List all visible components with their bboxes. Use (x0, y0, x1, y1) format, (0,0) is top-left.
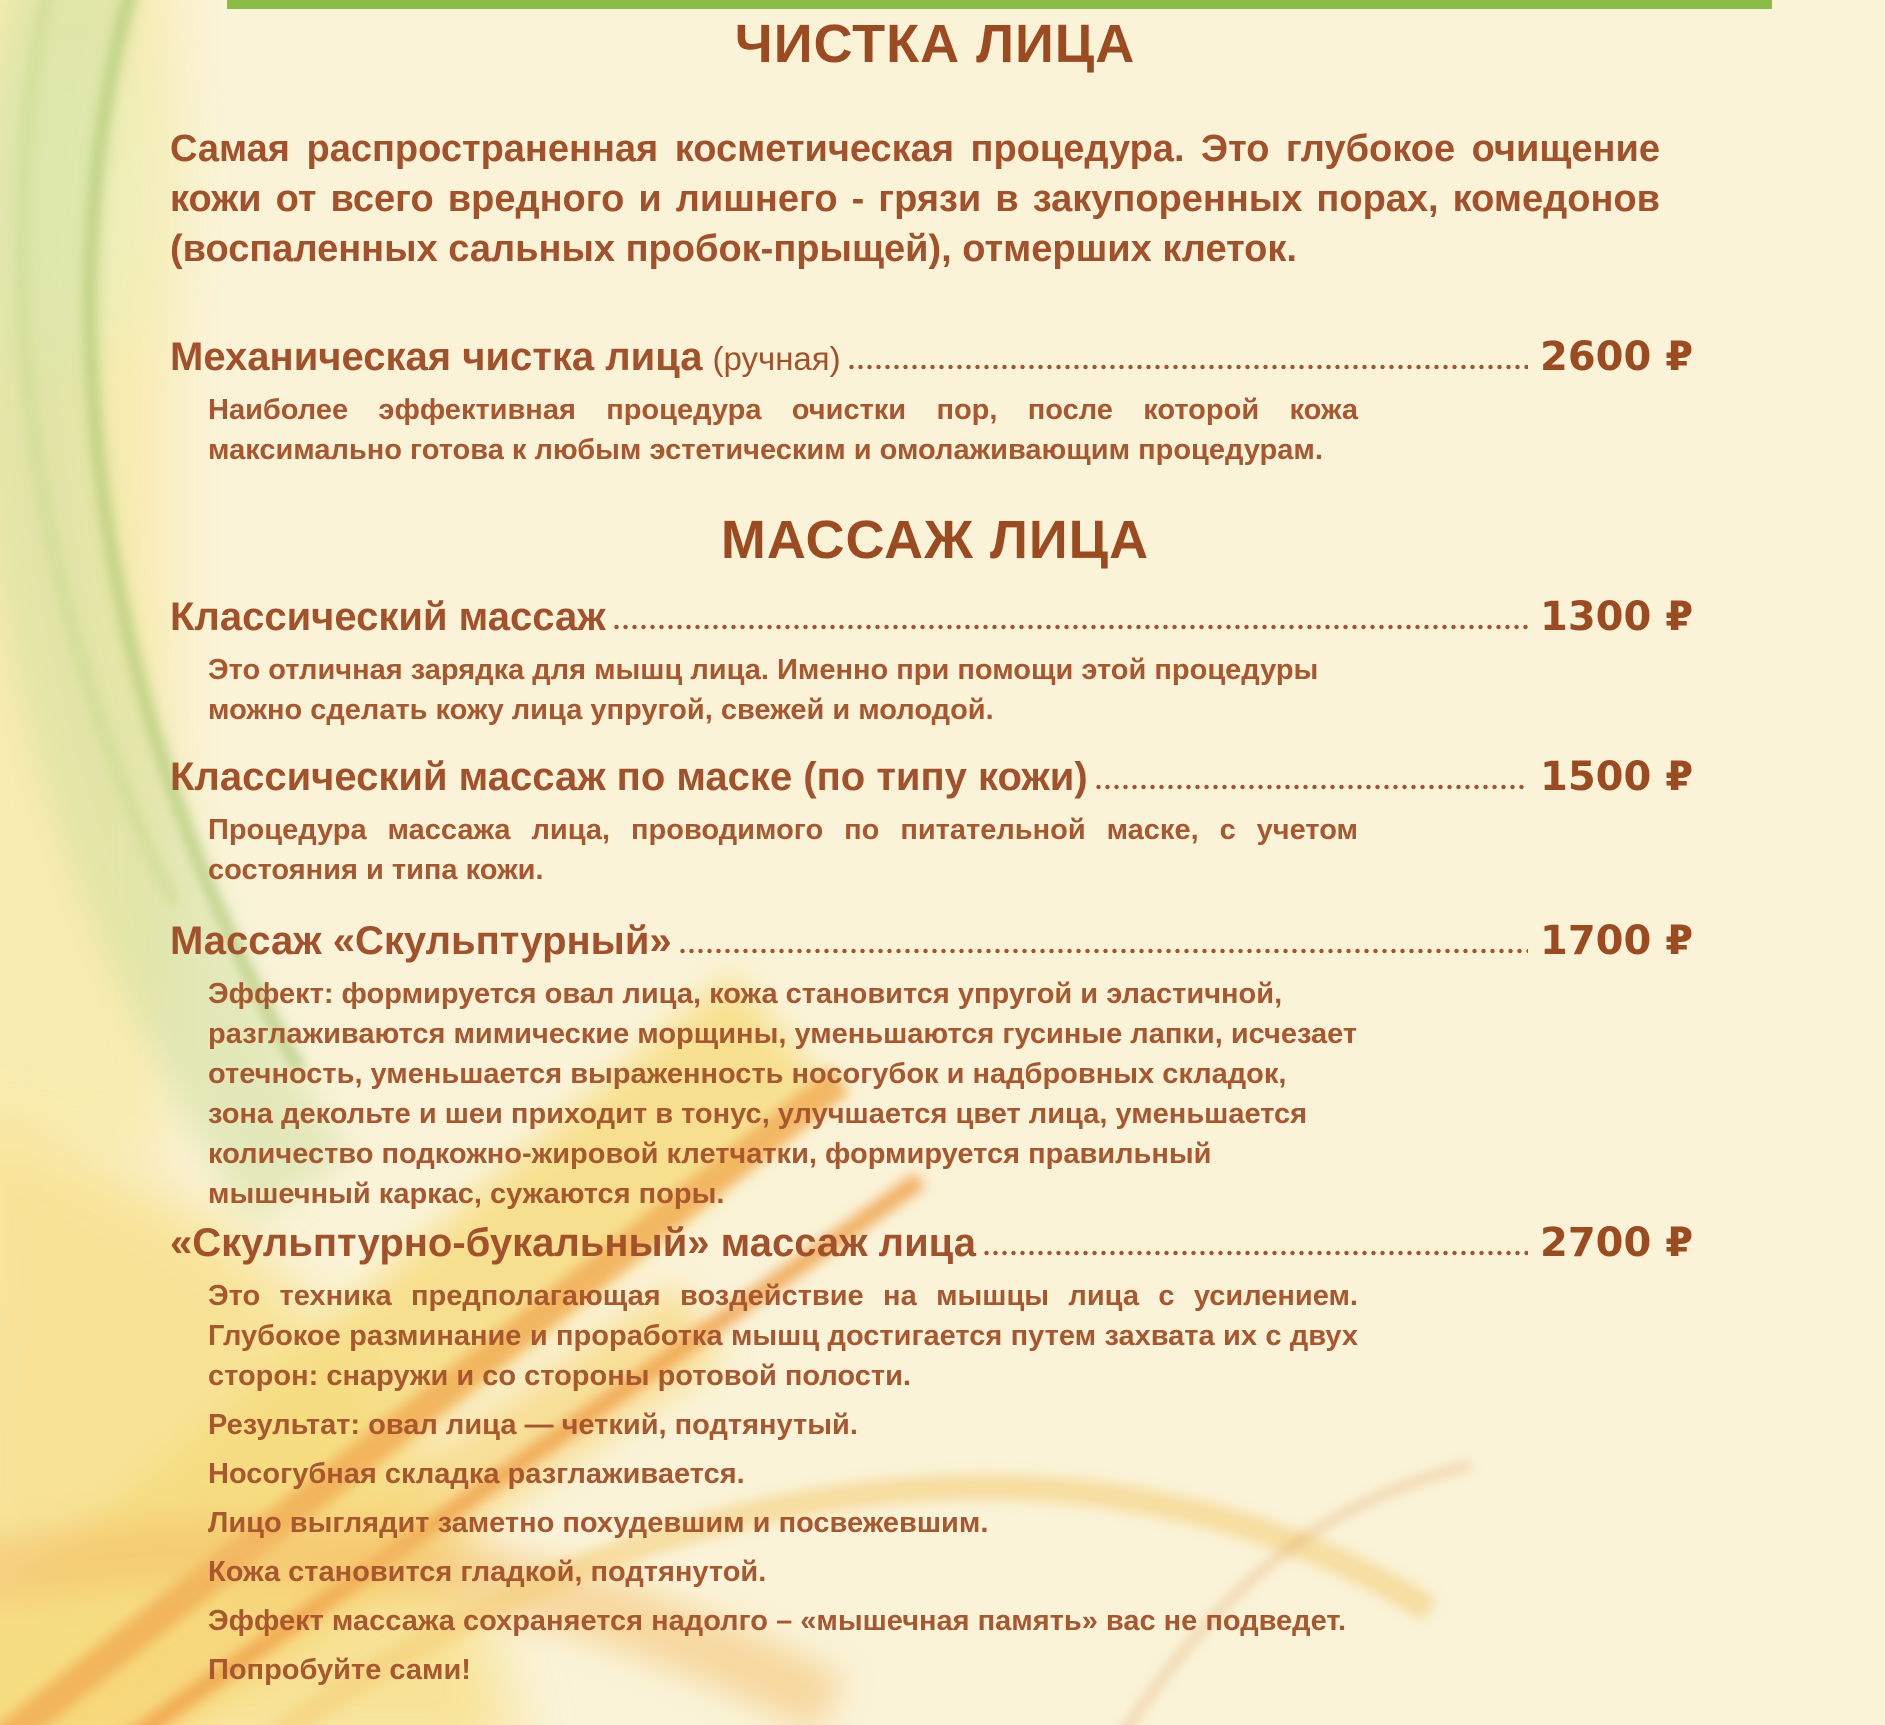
intro-paragraph: Самая распространенная косметическая процедура. Это глубокое очищение кожи от всего вредного и лишнего - грязи в закупоренных порах, комедонов (воспаленных сальных пробок-прыщей), отмерших клеток. (170, 128, 1660, 270)
item-description: Процедура массажа лица, проводимого по питательной маске, с учетом состояния и типа кожи. (208, 814, 1358, 886)
item-description: Наиболее эффективная процедура очистки пор, после которой кожа максимально готова к любым эстетическим и омолаживающим процедурам. (208, 394, 1358, 466)
dotted-leader (982, 1250, 1528, 1256)
item-description: Это отличная зарядка для мышц лица. Именно при помощи этой процедуры можно сделать кожу лица упругой, свежей и молодой. (208, 654, 1319, 726)
item-name: «Скульптурно-букальный» массаж лица (170, 1221, 976, 1265)
price-row (170, 594, 1700, 640)
item-price: 1300 ₽ (1540, 594, 1694, 640)
item-name: Классический массаж (170, 595, 606, 639)
item-description: Результат: овал лица — четкий, подтянутый. (208, 1409, 858, 1441)
item-note: (ручная) (712, 340, 841, 377)
item-description: Попробуйте сами! (208, 1654, 471, 1686)
item-description: Кожа становится гладкой, подтянутой. (208, 1556, 767, 1588)
price-row (170, 1220, 1700, 1266)
item-price: 2700 ₽ (1540, 1220, 1694, 1266)
item-description: Эффект массажа сохраняется надолго – «мышечная память» вас не подведет. (208, 1605, 1347, 1637)
section-title-facial-massage: МАССАЖ ЛИЦА (720, 510, 1150, 570)
dotted-leader (847, 364, 1528, 370)
item-price: 1700 ₽ (1540, 918, 1694, 964)
section-title-facial-cleansing: ЧИСТКА ЛИЦА (734, 14, 1136, 74)
item-name: Механическая чистка лица (170, 335, 703, 379)
item-description: Это техника предполагающая воздействие на мышцы лица с усилением. Глубокое разминание и проработка мышц достигается путем захвата их с двух сторон: снаружи и со стороны ротовой полости. (208, 1280, 1358, 1392)
item-price: 2600 ₽ (1540, 334, 1694, 380)
price-row (170, 918, 1700, 964)
dotted-leader (1094, 784, 1528, 790)
top-accent-bar (227, 0, 1772, 9)
item-name: Классический массаж по маске (по типу кожи) (170, 755, 1088, 799)
item-name: Массаж «Скульптурный» (170, 919, 672, 963)
item-description: Лицо выглядит заметно похудевшим и посвежевшим. (208, 1507, 989, 1539)
price-row (170, 754, 1700, 800)
content-area (170, 0, 1700, 1690)
item-price: 1500 ₽ (1540, 754, 1694, 800)
dotted-leader (612, 624, 1528, 630)
item-description: Носогубная складка разглаживается. (208, 1458, 745, 1490)
item-description: Эффект: формируется овал лица, кожа становится упругой и эластичной, разглаживаются мимические морщины, уменьшаются гусиные лапки, исчезает отечность, уменьшается выраженность носогубок и надбровных складок, зона декольте и шеи приходит в тонус, улучшается цвет лица, уменьшается количество подкожно-жировой клетчатки, формируется правильный мышечный каркас, сужаются поры. (208, 978, 1358, 1210)
dotted-leader (678, 948, 1528, 954)
price-row (170, 334, 1700, 380)
